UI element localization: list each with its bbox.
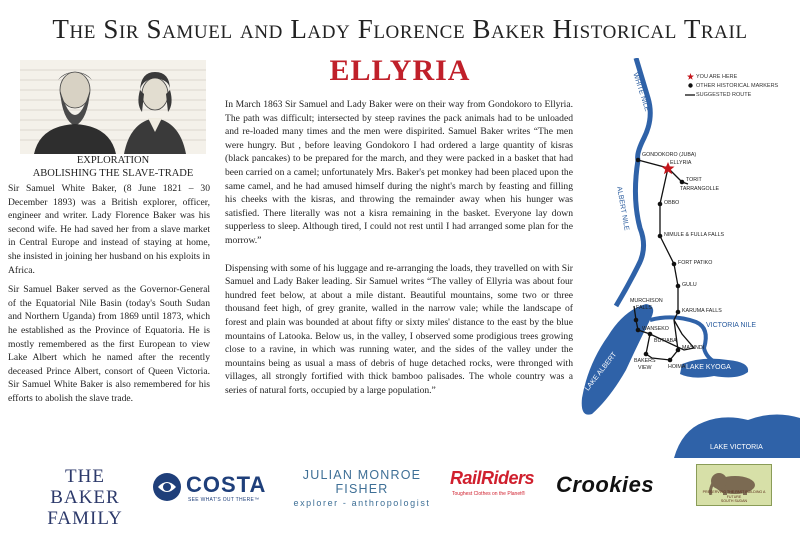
place-ellyria: ELLYRIA: [670, 160, 692, 166]
fisher-logo: [282, 468, 442, 508]
costa-emblem-icon: [152, 472, 182, 502]
place-torit: TORIT: [686, 177, 702, 183]
marker-bakers-view: [644, 352, 649, 357]
lake-albert-label: LAKE ALBERT: [584, 351, 619, 393]
baker-family-logo: [30, 466, 140, 529]
ss-line-2: SOUTH SUDAN: [720, 498, 748, 503]
place-butiaba: BUTIABA: [654, 338, 677, 344]
dot-icon: [684, 83, 696, 88]
marker-hoima: [668, 358, 673, 363]
marker-gulu: [676, 284, 681, 289]
place-murchison-falls: FALLS: [636, 305, 652, 311]
fisher-subtitle: explorer - anthropologist: [293, 498, 431, 508]
sponsor-bar: [0, 460, 800, 530]
place-wanseko: WANSEKO: [642, 326, 669, 332]
map-legend: [684, 72, 778, 99]
star-icon: [684, 73, 696, 80]
legend-suggested-route: SUGGESTED ROUTE: [696, 91, 752, 98]
lake-victoria-label: LAKE VICTORIA: [710, 444, 763, 451]
fisher-name: JULIAN MONROE FISHER: [302, 468, 422, 496]
place-fort-patiko: FORT PATIKO: [678, 260, 713, 266]
place-gulu: GULU: [682, 282, 697, 288]
south-sudan-heritage-logo: [696, 464, 772, 506]
marker-fort-patiko: [672, 262, 677, 267]
marker-nimule: [658, 234, 663, 239]
place-tarrangolle: TARRANGOLLE: [680, 186, 720, 192]
place-obbo: OBBO: [664, 200, 680, 206]
costa-wordmark: COSTA: [186, 472, 267, 497]
railriders-wordmark: RailRiders: [450, 468, 535, 488]
marker-murchison: [634, 318, 639, 323]
marker-masindi: [676, 348, 681, 353]
baker-family-line-1: THE BAKER: [50, 466, 120, 508]
place-gondokoro: GONDOKORO (JUBA): [642, 152, 697, 158]
legend-you-are-here: YOU ARE HERE: [696, 73, 738, 80]
marker-butiaba: [648, 332, 653, 337]
ss-line-1: PRESERVING THE PAST BUILDING A FUTURE: [702, 490, 766, 499]
place-bakers-view-2: VIEW: [638, 365, 652, 371]
legend-other-markers: OTHER HISTORICAL MARKERS: [696, 82, 779, 89]
page-title: The Sir Samuel and Lady Florence Baker Historical Trail: [52, 14, 748, 44]
place-murchison: MURCHISON: [630, 298, 663, 304]
costa-tagline: SEE WHAT'S OUT THERE™: [188, 497, 260, 503]
portrait-caption: [20, 155, 206, 180]
place-nimule: NIMULE & FULLA FALLS: [664, 232, 725, 238]
albert-nile-label: ALBERT NILE: [615, 186, 630, 232]
place-karuma: KARUMA FALLS: [682, 308, 722, 314]
albert-nile-river: [616, 160, 644, 306]
crookies-logo: Crookies: [556, 472, 655, 497]
portrait-engraving: [20, 60, 206, 154]
biography-column: [8, 182, 210, 412]
trail-map: [578, 58, 800, 458]
site-subtitle: ELLYRIA: [329, 54, 471, 87]
victoria-nile-label: VICTORIA NILE: [706, 322, 757, 329]
biography-paragraph-1: Sir Samuel White Baker, (8 June 1821 – 30 December 1893) was a British explorer, officer, engineer and writer. Lady Florence Baker was his second wife. He had saved her from a slave market in Central Europe and instead of staying at home, she insisted in joining her husband on his exploits in Africa.: [8, 183, 210, 276]
lake-kyoga-label: LAKE KYOGA: [686, 364, 731, 371]
caption-line-1: EXPLORATION: [76, 155, 150, 166]
baker-family-line-2: FAMILY: [47, 508, 123, 529]
route-line-icon: [684, 93, 696, 97]
place-masindi: MASINDI: [682, 345, 705, 351]
story-paragraph-2: Dispensing with some of his luggage and re-arranging the loads, they travelled on with Sir Samuel and Lady Baker leading. Sir Samuel writes “The valley of Ellyria was about four hundred feet below, at about a mile distant. Beautiful mountains, some two or three thousand feet high, of grey granite, walled in the narrow vale; while the landscape of forest and plain was bounded at about fifty or sixty miles' distance to the east by the blue mountains of Latooka. Below us, in the valley, I observed some prodigious trees growing close to a ravine, in which was running water, and the sides of the valley under the mountains being as usual a mass of debris of huge detached rocks, were thronged with villages, all strongly fortified with thick bamboo palisades. The whole country was a series of natural forts, occupied by a large population.”: [225, 262, 573, 396]
story-paragraph-1: In March 1863 Sir Samuel and Lady Baker were on their way from Gondokoro to Ellyria. The path was difficult; intersected by steep ravines the pack animals had to be unloaded and re-loaded many times and the men were dispirited. Samuel Baker writes “The men were hungry. But , before leaving Gondokoro I had ordered a large quantity of kisras (black pancakes) to be prepared for the march, and they were packed in a basket that had been carried on a camel; unfortunately Mrs. Baker's pet monkey had been placed upon the same camel, and he had amused himself during the night's march by feasting and filling his cheeks with the kisras, and throwing the remainder away when his hunger was satisfied. There literally was not a kisra remaining in the basket. Everyone lay down supperless to sleep. Although tired, I could not rest until I had arranged some plan for the morrow.”: [225, 99, 573, 246]
place-hoima: HOIMA: [668, 364, 686, 370]
white-nile-label: WHITE NILE: [631, 72, 651, 113]
story-column: [225, 98, 573, 411]
costa-logo: [152, 470, 270, 504]
marker-karuma: [676, 310, 681, 315]
marker-gondokoro: [636, 158, 641, 163]
biography-paragraph-2: Sir Samuel Baker served as the Governor-General of the Equatorial Nile Basin (today's South Sudan and Northern Uganda) from 1869 until 1873, which he established as the Province of Equatoria. He is mostly remembered as the first European to view Lake Albert which he named after the recently deceased Prince Albert, consort of Queen Victoria. Sir Samuel White Baker is also remembered for his efforts to abolish the slave trade.: [8, 284, 210, 404]
place-bakers-view: BAKERS: [634, 358, 656, 364]
caption-line-2: ABOLISHING THE SLAVE-TRADE: [32, 167, 194, 179]
lake-victoria: [674, 414, 800, 458]
railriders-logo: [448, 464, 548, 504]
marker-obbo: [658, 202, 663, 207]
railriders-tagline: Toughest Clothes on the Planet®: [452, 491, 526, 497]
marker-torit: [680, 180, 685, 185]
marker-wanseko: [636, 328, 641, 333]
